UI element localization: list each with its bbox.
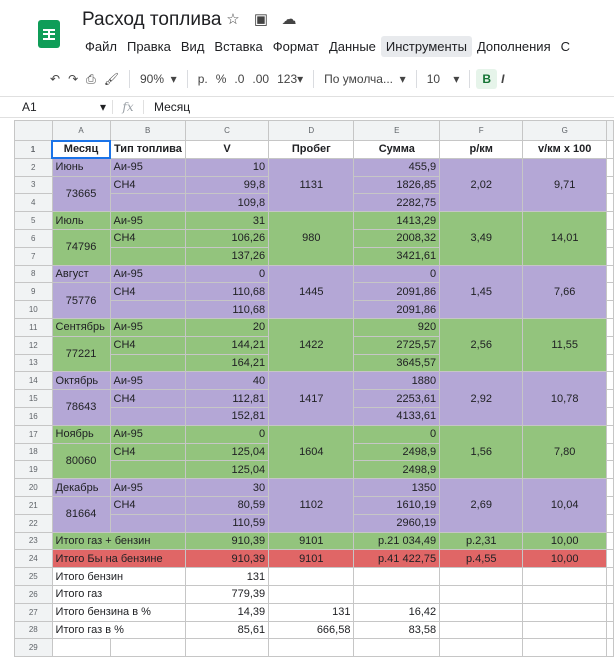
volume-cell[interactable]: 0	[185, 265, 268, 283]
total-rkm-cell[interactable]: р.2,31	[440, 532, 523, 550]
fuel-type-cell[interactable]	[110, 247, 185, 265]
volume-cell[interactable]: 110,59	[185, 514, 268, 532]
volume-cell[interactable]: 110,68	[185, 283, 268, 301]
sum-cell[interactable]: 2282,75	[354, 194, 440, 212]
mileage-cell[interactable]: 1422	[269, 318, 354, 371]
redo-icon[interactable]: ↷	[68, 72, 79, 86]
column-header[interactable]: D	[269, 121, 354, 141]
document-title[interactable]: Расход топлива	[82, 9, 222, 30]
volume-cell[interactable]: 125,04	[185, 461, 268, 479]
volume-cell[interactable]: 40	[185, 372, 268, 390]
column-header[interactable]: C	[185, 121, 268, 141]
header-cell[interactable]: Тип топлива	[110, 141, 185, 159]
rub-per-km-cell[interactable]: 2,02	[440, 158, 523, 211]
volume-cell[interactable]: 152,81	[185, 407, 268, 425]
v-per-km-cell[interactable]: 7,66	[523, 265, 607, 318]
font-size-select[interactable]: 10 ▾	[426, 72, 460, 86]
volume-cell[interactable]: 137,26	[185, 247, 268, 265]
row-header[interactable]: 19	[15, 461, 53, 479]
fuel-type-cell[interactable]: Аи-95	[110, 425, 185, 443]
percent-format-button[interactable]: %	[215, 72, 227, 86]
volume-cell[interactable]: 31	[185, 212, 268, 230]
sheets-logo-icon[interactable]	[38, 20, 60, 48]
v-per-km-cell[interactable]: 14,01	[523, 212, 607, 265]
summary-label-cell[interactable]: Итого бензин	[52, 568, 185, 586]
column-header[interactable]: F	[440, 121, 523, 141]
fuel-type-cell[interactable]: CH4	[110, 176, 185, 194]
fuel-type-cell[interactable]: CH4	[110, 390, 185, 408]
bold-button[interactable]: B	[476, 69, 497, 89]
cell[interactable]	[607, 425, 614, 443]
cell[interactable]	[607, 301, 614, 319]
fuel-type-cell[interactable]	[110, 461, 185, 479]
v-per-km-cell[interactable]: 9,71	[523, 158, 607, 211]
zoom-select[interactable]: 90% ▾	[139, 72, 177, 86]
fuel-type-cell[interactable]	[110, 194, 185, 212]
total-mileage-cell[interactable]: 9101	[269, 532, 354, 550]
fuel-type-cell[interactable]	[110, 407, 185, 425]
fuel-type-cell[interactable]: CH4	[110, 283, 185, 301]
cell[interactable]	[607, 479, 614, 497]
volume-cell[interactable]: 10	[185, 158, 268, 176]
fuel-type-cell[interactable]: CH4	[110, 443, 185, 461]
mileage-cell[interactable]: 1131	[269, 158, 354, 211]
row-header[interactable]: 23	[15, 532, 53, 550]
sum-cell[interactable]: 2091,86	[354, 301, 440, 319]
month-code-cell[interactable]: 74796	[52, 229, 110, 265]
undo-icon[interactable]: ↶	[50, 72, 61, 86]
cell[interactable]	[607, 229, 614, 247]
row-header[interactable]: 3	[15, 176, 53, 194]
menu-item[interactable]: Инструменты	[381, 36, 472, 57]
summary-value-cell[interactable]: 779,39	[185, 585, 268, 603]
column-header[interactable]: A	[52, 121, 110, 141]
mileage-cell[interactable]: 1417	[269, 372, 354, 425]
v-per-km-cell[interactable]: 7,80	[523, 425, 607, 478]
summary-value-cell[interactable]: 131	[269, 603, 354, 621]
cell[interactable]	[607, 639, 614, 657]
sum-cell[interactable]: 2960,19	[354, 514, 440, 532]
cell[interactable]	[607, 158, 614, 176]
row-header[interactable]: 16	[15, 407, 53, 425]
volume-cell[interactable]: 80,59	[185, 496, 268, 514]
cell[interactable]	[607, 603, 614, 621]
cell[interactable]	[607, 247, 614, 265]
fuel-type-cell[interactable]: Аи-95	[110, 265, 185, 283]
rub-per-km-cell[interactable]: 2,69	[440, 479, 523, 532]
cloud-status-icon[interactable]: ☁	[281, 11, 297, 28]
cell[interactable]	[607, 336, 614, 354]
volume-cell[interactable]: 99,8	[185, 176, 268, 194]
row-header[interactable]: 18	[15, 443, 53, 461]
cell[interactable]	[52, 639, 110, 657]
sum-cell[interactable]: 0	[354, 265, 440, 283]
header-cell[interactable]: Месяц	[52, 141, 110, 159]
cell[interactable]	[523, 585, 607, 603]
volume-cell[interactable]: 112,81	[185, 390, 268, 408]
summary-value-cell[interactable]	[354, 568, 440, 586]
volume-cell[interactable]: 0	[185, 425, 268, 443]
sum-cell[interactable]: 455,9	[354, 158, 440, 176]
row-header[interactable]: 12	[15, 336, 53, 354]
month-code-cell[interactable]: 73665	[52, 176, 110, 212]
volume-cell[interactable]: 110,68	[185, 301, 268, 319]
chevron-down-icon: ▾	[99, 100, 106, 114]
cell[interactable]	[607, 390, 614, 408]
row-header[interactable]: 9	[15, 283, 53, 301]
cell[interactable]	[110, 639, 185, 657]
mileage-cell[interactable]: 980	[269, 212, 354, 265]
sum-cell[interactable]: 1413,29	[354, 212, 440, 230]
v-per-km-cell[interactable]: 11,55	[523, 318, 607, 371]
summary-value-cell[interactable]: 85,61	[185, 621, 268, 639]
summary-value-cell[interactable]: 83,58	[354, 621, 440, 639]
name-box[interactable]: A1 ▾	[22, 100, 106, 114]
cell[interactable]	[607, 194, 614, 212]
volume-cell[interactable]: 106,26	[185, 229, 268, 247]
toolbar	[0, 64, 614, 94]
volume-cell[interactable]: 125,04	[185, 443, 268, 461]
header-cell[interactable]: Пробег	[269, 141, 354, 159]
volume-cell[interactable]: 20	[185, 318, 268, 336]
cell[interactable]	[523, 639, 607, 657]
row-header[interactable]: 7	[15, 247, 53, 265]
header-cell[interactable]: р/км	[440, 141, 523, 159]
sum-cell[interactable]: 1880	[354, 372, 440, 390]
fuel-type-cell[interactable]: Аи-95	[110, 212, 185, 230]
rub-per-km-cell[interactable]: 2,92	[440, 372, 523, 425]
volume-cell[interactable]: 164,21	[185, 354, 268, 372]
column-header[interactable]: G	[523, 121, 607, 141]
header-cell[interactable]: V	[185, 141, 268, 159]
row-header[interactable]: 29	[15, 639, 53, 657]
cell[interactable]	[440, 585, 523, 603]
sum-cell[interactable]: 2498,9	[354, 461, 440, 479]
rub-per-km-cell[interactable]: 3,49	[440, 212, 523, 265]
row-header[interactable]: 2	[15, 158, 53, 176]
total-volume-cell[interactable]: 910,39	[185, 532, 268, 550]
sum-cell[interactable]: 2498,9	[354, 443, 440, 461]
cell[interactable]	[607, 318, 614, 336]
row-header[interactable]: 25	[15, 568, 53, 586]
menu-item[interactable]: С	[560, 39, 570, 54]
volume-cell[interactable]: 30	[185, 479, 268, 497]
column-header[interactable]: B	[110, 121, 185, 141]
cell[interactable]	[523, 603, 607, 621]
v-per-km-cell[interactable]: 10,04	[523, 479, 607, 532]
summary-value-cell[interactable]	[354, 585, 440, 603]
cell[interactable]	[607, 585, 614, 603]
month-name-cell[interactable]: Июнь	[52, 158, 110, 176]
column-header[interactable]	[607, 121, 614, 141]
cell[interactable]	[185, 639, 268, 657]
row-header[interactable]: 24	[15, 550, 53, 568]
total-volume-cell[interactable]: 910,39	[185, 550, 268, 568]
sum-cell[interactable]: 4133,61	[354, 407, 440, 425]
summary-value-cell[interactable]: 666,58	[269, 621, 354, 639]
menu-bar	[80, 36, 575, 57]
month-code-cell[interactable]: 77221	[52, 336, 110, 372]
header-cell[interactable]: Сумма	[354, 141, 440, 159]
row-header[interactable]: 10	[15, 301, 53, 319]
month-code-cell[interactable]: 80060	[52, 443, 110, 479]
month-code-cell[interactable]: 78643	[52, 390, 110, 426]
summary-label-cell[interactable]: Итого бензина в %	[52, 603, 185, 621]
volume-cell[interactable]: 144,21	[185, 336, 268, 354]
cell[interactable]	[607, 372, 614, 390]
volume-cell[interactable]: 109,8	[185, 194, 268, 212]
fuel-type-cell[interactable]	[110, 301, 185, 319]
row-header[interactable]: 28	[15, 621, 53, 639]
mileage-cell[interactable]: 1445	[269, 265, 354, 318]
mileage-cell[interactable]: 1604	[269, 425, 354, 478]
spreadsheet-grid	[14, 120, 614, 657]
sum-cell[interactable]: 0	[354, 425, 440, 443]
total-label-cell[interactable]: Итого Бы на бензине	[52, 550, 185, 568]
rub-per-km-cell[interactable]: 1,45	[440, 265, 523, 318]
row-header[interactable]: 4	[15, 194, 53, 212]
row-header[interactable]: 13	[15, 354, 53, 372]
currency-format-button[interactable]: р.	[197, 72, 208, 86]
header-cell[interactable]: v/км x 100	[523, 141, 607, 159]
row-header[interactable]: 5	[15, 212, 53, 230]
summary-label-cell[interactable]: Итого газ	[52, 585, 185, 603]
sum-cell[interactable]: 1610,19	[354, 496, 440, 514]
cell[interactable]	[607, 176, 614, 194]
cell[interactable]	[607, 461, 614, 479]
cell[interactable]	[440, 603, 523, 621]
cell[interactable]	[607, 443, 614, 461]
cell[interactable]	[607, 212, 614, 230]
summary-value-cell[interactable]: 16,42	[354, 603, 440, 621]
cell[interactable]	[523, 568, 607, 586]
cell[interactable]	[607, 407, 614, 425]
cell[interactable]	[354, 639, 440, 657]
row-header[interactable]: 22	[15, 514, 53, 532]
cell[interactable]	[607, 550, 614, 568]
formula-bar	[0, 96, 614, 118]
month-name-cell[interactable]: Август	[52, 265, 110, 283]
menu-item[interactable]: Данные	[328, 39, 376, 54]
total-sum-cell[interactable]: р.21 034,49	[354, 532, 440, 550]
cell[interactable]	[607, 283, 614, 301]
font-select[interactable]: По умолча... ▾	[324, 72, 406, 86]
sum-cell[interactable]: 2091,86	[354, 283, 440, 301]
cell[interactable]	[607, 141, 614, 159]
month-code-cell[interactable]: 75776	[52, 283, 110, 319]
month-name-cell[interactable]: Сентябрь	[52, 318, 110, 336]
summary-label-cell[interactable]: Итого газ в %	[52, 621, 185, 639]
fuel-type-cell[interactable]: Аи-95	[110, 158, 185, 176]
fuel-type-cell[interactable]: Аи-95	[110, 318, 185, 336]
column-header[interactable]: E	[354, 121, 440, 141]
fuel-type-cell[interactable]: Аи-95	[110, 479, 185, 497]
menu-item[interactable]: Вид	[180, 39, 205, 54]
cell[interactable]	[440, 568, 523, 586]
cell[interactable]	[607, 568, 614, 586]
menu-item[interactable]: Правка	[126, 39, 171, 54]
sum-cell[interactable]: 1826,85	[354, 176, 440, 194]
summary-value-cell[interactable]: 131	[185, 568, 268, 586]
sum-cell[interactable]: 3421,61	[354, 247, 440, 265]
total-rkm-cell[interactable]: р.4,55	[440, 550, 523, 568]
cell[interactable]	[607, 514, 614, 532]
summary-value-cell[interactable]	[269, 585, 354, 603]
cell[interactable]	[607, 496, 614, 514]
more-formats-button[interactable]: 123 ▾	[277, 72, 304, 86]
month-name-cell[interactable]: Октябрь	[52, 372, 110, 390]
cell[interactable]	[440, 639, 523, 657]
row-header[interactable]: 21	[15, 496, 53, 514]
cell[interactable]	[607, 532, 614, 550]
month-code-cell[interactable]: 81664	[52, 496, 110, 532]
cell[interactable]	[523, 621, 607, 639]
total-mileage-cell[interactable]: 9101	[269, 550, 354, 568]
increase-decimal-button[interactable]: .00	[252, 72, 270, 86]
fuel-type-cell[interactable]: Аи-95	[110, 372, 185, 390]
month-name-cell[interactable]: Ноябрь	[52, 425, 110, 443]
move-folder-icon[interactable]: ▣	[253, 11, 269, 28]
decrease-decimal-button[interactable]: .0	[234, 72, 245, 86]
sum-cell[interactable]: 2008,32	[354, 229, 440, 247]
sum-cell[interactable]: 3645,57	[354, 354, 440, 372]
menu-item[interactable]: Формат	[272, 39, 319, 54]
fuel-type-cell[interactable]	[110, 514, 185, 532]
month-name-cell[interactable]: Декабрь	[52, 479, 110, 497]
v-per-km-cell[interactable]: 10,78	[523, 372, 607, 425]
rub-per-km-cell[interactable]: 1,56	[440, 425, 523, 478]
summary-value-cell[interactable]: 14,39	[185, 603, 268, 621]
star-icon[interactable]: ☆	[226, 11, 240, 28]
fuel-type-cell[interactable]: CH4	[110, 229, 185, 247]
month-name-cell[interactable]: Июль	[52, 212, 110, 230]
sum-cell[interactable]: 2253,61	[354, 390, 440, 408]
cell[interactable]	[269, 639, 354, 657]
summary-value-cell[interactable]	[269, 568, 354, 586]
total-label-cell[interactable]: Итого газ + бензин	[52, 532, 185, 550]
row-header[interactable]: 20	[15, 479, 53, 497]
row-header[interactable]: 15	[15, 390, 53, 408]
row-header[interactable]: 14	[15, 372, 53, 390]
row-header[interactable]: 26	[15, 585, 53, 603]
row-header[interactable]: 11	[15, 318, 53, 336]
row-header[interactable]: 1	[15, 141, 53, 159]
row-header[interactable]: 17	[15, 425, 53, 443]
print-icon[interactable]: ⎙	[86, 71, 96, 86]
fuel-type-cell[interactable]	[110, 354, 185, 372]
total-vkm-cell[interactable]: 10,00	[523, 532, 607, 550]
rub-per-km-cell[interactable]: 2,56	[440, 318, 523, 371]
mileage-cell[interactable]: 1102	[269, 479, 354, 532]
cell[interactable]	[607, 265, 614, 283]
sum-cell[interactable]: 920	[354, 318, 440, 336]
cell[interactable]	[440, 621, 523, 639]
sum-cell[interactable]: 2725,57	[354, 336, 440, 354]
fuel-type-cell[interactable]: CH4	[110, 496, 185, 514]
total-sum-cell[interactable]: р.41 422,75	[354, 550, 440, 568]
select-all-corner[interactable]	[15, 121, 53, 141]
fuel-type-cell[interactable]: CH4	[110, 336, 185, 354]
cell[interactable]	[607, 354, 614, 372]
fx-icon: fx	[112, 100, 144, 114]
menu-item[interactable]: Дополнения	[476, 39, 551, 54]
menu-item[interactable]: Файл	[85, 39, 117, 54]
sum-cell[interactable]: 1350	[354, 479, 440, 497]
formula-input[interactable]: Месяц	[154, 100, 191, 114]
row-header[interactable]: 27	[15, 603, 53, 621]
app-header	[0, 0, 614, 62]
menu-item[interactable]: Вставка	[214, 39, 263, 54]
italic-button[interactable]: I	[501, 72, 505, 86]
row-header[interactable]: 6	[15, 229, 53, 247]
total-vkm-cell[interactable]: 10,00	[523, 550, 607, 568]
row-header[interactable]: 8	[15, 265, 53, 283]
paint-format-icon[interactable]: 🖌	[103, 72, 119, 86]
cell[interactable]	[607, 621, 614, 639]
